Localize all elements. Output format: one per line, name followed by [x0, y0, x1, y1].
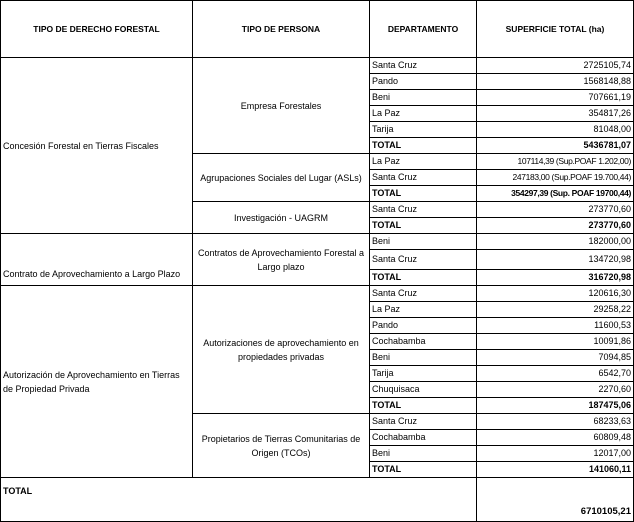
value-cell: 81048,00	[477, 122, 634, 138]
dept-cell: La Paz	[370, 154, 477, 170]
total-value: 141060,11	[477, 462, 634, 478]
dept-cell: La Paz	[370, 302, 477, 318]
value-cell: 134720,98	[477, 250, 634, 270]
grand-total-label: TOTAL	[1, 478, 477, 522]
value-cell: 273770,60	[477, 202, 634, 218]
total-label: TOTAL	[370, 218, 477, 234]
persona-empresa: Empresa Forestales	[193, 58, 370, 154]
value-cell: 354817,26	[477, 106, 634, 122]
total-label: TOTAL	[370, 462, 477, 478]
dept-cell: Santa Cruz	[370, 202, 477, 218]
value-cell: 120616,30	[477, 286, 634, 302]
table-row	[1, 58, 634, 74]
value-cell: 707661,19	[477, 90, 634, 106]
grand-total-value: 6710105,21	[477, 478, 634, 522]
total-value: 273770,60	[477, 218, 634, 234]
value-cell: 2270,60	[477, 382, 634, 398]
derecho-autorizacion: Autorización de Aprovechamiento en Tierras de Propiedad Privada	[1, 286, 193, 478]
value-cell: 247183,00 (Sup.POAF 19.700,44)	[477, 170, 634, 186]
value-cell: 12017,00	[477, 446, 634, 462]
dept-cell: Beni	[370, 446, 477, 462]
derecho-contrato: Contrato de Aprovechamiento a Largo Plazo	[1, 234, 193, 286]
dept-cell: Pando	[370, 318, 477, 334]
table-row	[1, 286, 634, 302]
value-cell: 182000,00	[477, 234, 634, 250]
persona-privadas: Autorizaciones de aprovechamiento en propiedades privadas	[193, 286, 370, 414]
header-tipo-persona: TIPO DE PERSONA	[193, 1, 370, 58]
dept-cell: Cochabamba	[370, 430, 477, 446]
dept-cell: Santa Cruz	[370, 58, 477, 74]
dept-cell: Santa Cruz	[370, 170, 477, 186]
header-tipo-derecho: TIPO DE DERECHO FORESTAL	[1, 1, 193, 58]
total-label: TOTAL	[370, 398, 477, 414]
dept-cell: Chuquisaca	[370, 382, 477, 398]
value-cell: 6542,70	[477, 366, 634, 382]
value-cell: 11600,53	[477, 318, 634, 334]
total-label: TOTAL	[370, 270, 477, 286]
persona-tco: Propietarios de Tierras Comunitarias de Origen (TCOs)	[193, 414, 370, 478]
value-cell: 107114,39 (Sup.POAF 1.202,00)	[477, 154, 634, 170]
dept-cell: Pando	[370, 74, 477, 90]
dept-cell: Beni	[370, 90, 477, 106]
total-value: 316720,98	[477, 270, 634, 286]
total-value: 5436781,07	[477, 138, 634, 154]
header-superficie: SUPERFICIE TOTAL (ha)	[477, 1, 634, 58]
persona-investigacion: Investigación - UAGRM	[193, 202, 370, 234]
dept-cell: Santa Cruz	[370, 250, 477, 270]
total-value: 354297,39 (Sup. POAF 19700,44)	[477, 186, 634, 202]
header-row	[1, 1, 634, 58]
dept-cell: Cochabamba	[370, 334, 477, 350]
dept-cell: Beni	[370, 234, 477, 250]
dept-cell: Beni	[370, 350, 477, 366]
value-cell: 29258,22	[477, 302, 634, 318]
table-row	[1, 234, 634, 250]
dept-cell: La Paz	[370, 106, 477, 122]
persona-contratos: Contratos de Aprovechamiento Forestal a Largo plazo	[193, 234, 370, 286]
value-cell: 1568148,88	[477, 74, 634, 90]
total-label: TOTAL	[370, 138, 477, 154]
value-cell: 60809,48	[477, 430, 634, 446]
persona-asl: Agrupaciones Sociales del Lugar (ASLs)	[193, 154, 370, 202]
grand-total-row	[1, 478, 634, 522]
value-cell: 2725105,74	[477, 58, 634, 74]
dept-cell: Tarija	[370, 366, 477, 382]
value-cell: 10091,86	[477, 334, 634, 350]
total-value: 187475,06	[477, 398, 634, 414]
dept-cell: Santa Cruz	[370, 414, 477, 430]
value-cell: 68233,63	[477, 414, 634, 430]
value-cell: 7094,85	[477, 350, 634, 366]
derecho-concesion: Concesión Forestal en Tierras Fiscales	[1, 58, 193, 234]
total-label: TOTAL	[370, 186, 477, 202]
dept-cell: Tarija	[370, 122, 477, 138]
header-departamento: DEPARTAMENTO	[370, 1, 477, 58]
dept-cell: Santa Cruz	[370, 286, 477, 302]
